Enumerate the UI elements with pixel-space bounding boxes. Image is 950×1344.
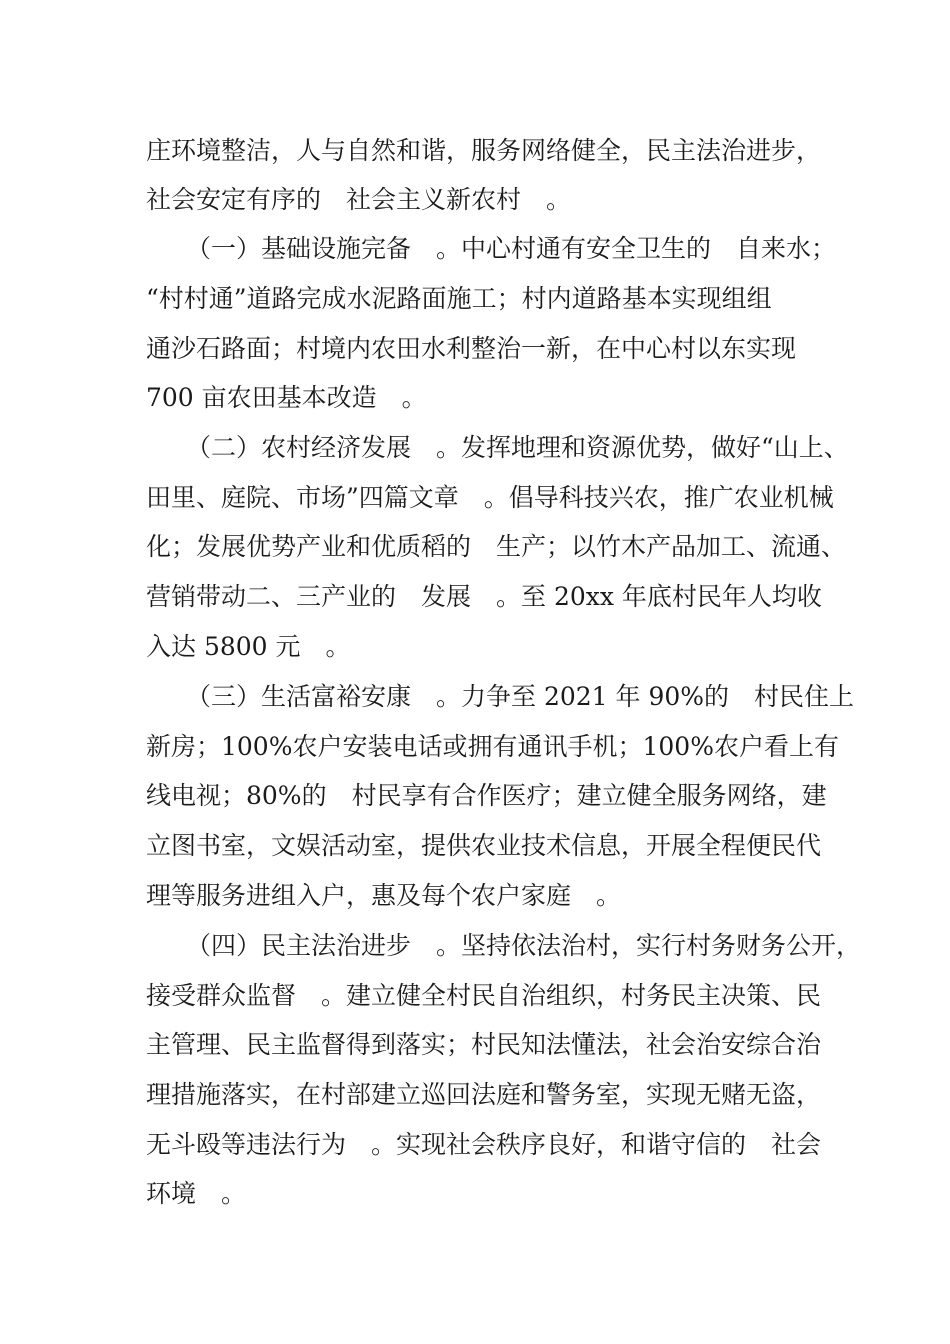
text-line: 接受群众监督 。建立健全村民自治组织，村务民主决策、民 xyxy=(146,981,822,1010)
text-line: 立图书室，文娱活动室，提供农业技术信息，开展全程便民代 xyxy=(146,831,822,860)
section-heading-line: （四）民主法治进步 。坚持依法治村，实行村务财务公开， xyxy=(186,931,862,960)
section-heading-line: （二）农村经济发展 。发挥地理和资源优势，做好“山上、 xyxy=(186,433,849,462)
text-line: 营销带动二、三产业的 发展 。至 20xx 年底村民年人均收 xyxy=(146,582,822,611)
text-line: 社会安定有序的 社会主义新农村 。 xyxy=(146,185,572,214)
text-line: 主管理、民主监督得到落实；村民知法懂法，社会治安综合治 xyxy=(146,1030,822,1059)
text-line: 庄环境整洁，人与自然和谐，服务网络健全，民主法治进步， xyxy=(146,136,822,165)
text-line: 理等服务进组入户，惠及每个农户家庭 。 xyxy=(146,881,622,910)
text-line: 田里、庭院、市场”四篇文章 。倡导科技兴农，推广农业机械 xyxy=(146,483,834,512)
text-line: 700 亩农田基本改造 。 xyxy=(146,383,427,412)
section-heading-line: （三）生活富裕安康 。力争至 2021 年 90%的 村民住上 xyxy=(186,682,855,711)
text-line: 无斗殴等违法行为 。实现社会秩序良好，和谐守信的 社会 xyxy=(146,1130,822,1159)
text-line: 新房；100%农户安装电话或拥有通讯手机；100%农户看上有 xyxy=(146,732,839,761)
text-line: 线电视；80%的 村民享有合作医疗；建立健全服务网络，建 xyxy=(146,781,827,810)
text-line: 化；发展优势产业和优质稻的 生产；以竹木产品加工、流通、 xyxy=(146,532,847,561)
text-line: 入达 5800 元 。 xyxy=(146,632,351,661)
text-line: 环境 。 xyxy=(146,1179,247,1208)
text-line: 通沙石路面；村境内农田水利整治一新，在中心村以东实现 xyxy=(146,334,797,363)
text-line: 理措施落实，在村部建立巡回法庭和警务室，实现无赌无盗， xyxy=(146,1080,822,1109)
text-line: “村村通”道路完成水泥路面施工；村内道路基本实现组组 xyxy=(146,284,772,313)
section-heading-line: （一）基础设施完备 。中心村通有安全卫生的 自来水； xyxy=(186,234,837,263)
